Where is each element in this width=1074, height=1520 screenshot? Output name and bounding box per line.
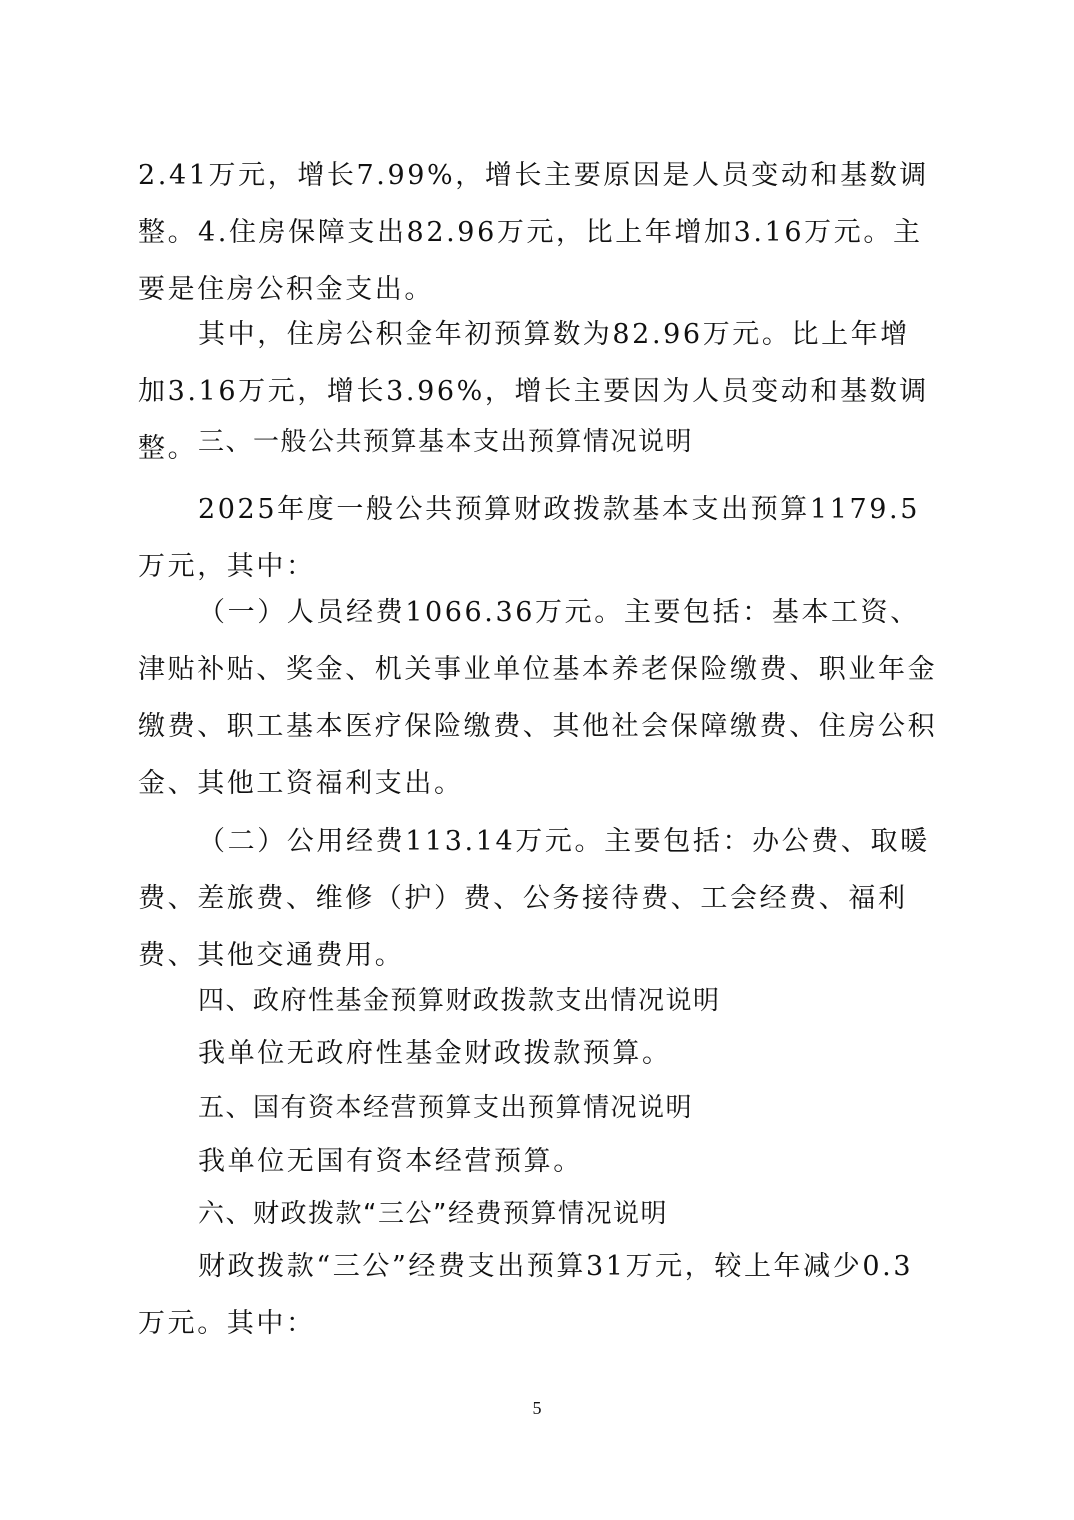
paragraph-public-costs: （二）公用经费113.14万元。主要包括：办公费、取暖费、差旅费、维修（护）费、公务接待费、工会经费、福利费、其他交通费用。 bbox=[138, 826, 930, 971]
paragraph-three-public-budget: 财政拨款“三公”经费支出预算31万元，较上年减少0.3万元。其中： bbox=[138, 1251, 914, 1339]
paragraph-no-state-capital: 我单位无国有资本经营预算。 bbox=[198, 1146, 583, 1177]
section-heading-basic-expenditure: 三、一般公共预算基本支出预算情况说明 bbox=[198, 427, 694, 457]
paragraph-personnel-costs: （一）人员经费1066.36万元。主要包括：基本工资、津贴补贴、奖金、机关事业单位基本养老保险缴费、职业年金缴费、职工基本医疗保险缴费、其他社会保障缴费、住房公积金、其他工资福利支出。 bbox=[138, 597, 938, 799]
section-heading-three-public: 六、财政拨款“三公”经费预算情况说明 bbox=[198, 1199, 668, 1229]
section-heading-state-capital: 五、国有资本经营预算支出预算情况说明 bbox=[198, 1093, 694, 1123]
section-heading-government-fund: 四、政府性基金预算财政拨款支出情况说明 bbox=[198, 986, 721, 1016]
paragraph-basic-expenditure-total: 2025年度一般公共预算财政拨款基本支出预算1179.5万元，其中： bbox=[138, 494, 920, 582]
paragraph-housing-expenditure: 4.住房保障支出82.96万元，比上年增加3.16万元。主要是住房公积金支出。 bbox=[138, 217, 923, 305]
paragraph-salary-growth: 2.41万元，增长7.99%，增长主要原因是人员变动和基数调整。 bbox=[138, 160, 929, 248]
page-number: 5 bbox=[532, 1398, 542, 1418]
paragraph-housing-fund: 其中，住房公积金年初预算数为82.96万元。比上年增加3.16万元，增长3.96%，增长主要因为人员变动和基数调整。 bbox=[138, 319, 929, 464]
paragraph-no-government-fund: 我单位无政府性基金财政拨款预算。 bbox=[198, 1038, 672, 1069]
